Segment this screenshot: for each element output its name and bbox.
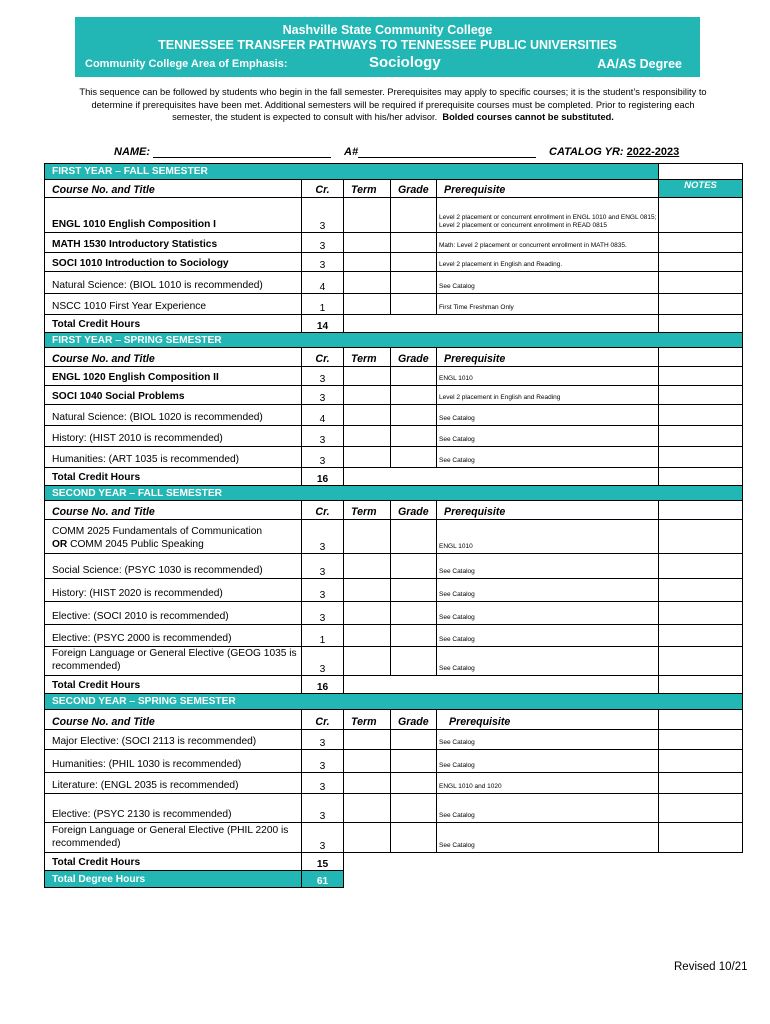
term-cell[interactable] — [344, 625, 391, 647]
grade-cell[interactable] — [391, 520, 437, 554]
grade-cell[interactable] — [391, 198, 437, 233]
notes-header: NOTES — [659, 180, 743, 198]
term-cell[interactable] — [344, 367, 391, 386]
notes-cell[interactable] — [659, 647, 743, 676]
table-row: Foreign Language or General Elective (PHIL 2200 is recommended) 3 See Catalog — [45, 823, 743, 853]
table-row: SOCI 1040 Social Problems 3 Level 2 placement in English and Reading — [45, 386, 743, 405]
notes-cell[interactable] — [659, 520, 743, 554]
column-header-row: Course No. and Title Cr. Term Grade Prerequisite — [45, 710, 743, 730]
total-degree-row: Total Degree Hours 61 — [45, 871, 743, 888]
notes-cell[interactable] — [659, 386, 743, 405]
grade-cell[interactable] — [391, 750, 437, 773]
notes-cell[interactable] — [659, 233, 743, 253]
grade-cell[interactable] — [391, 447, 437, 468]
table-row: History: (HIST 2010 is recommended) 3 See Catalog — [45, 426, 743, 447]
grade-cell[interactable] — [391, 405, 437, 426]
table-row: Elective: (SOCI 2010 is recommended) 3 See Catalog — [45, 602, 743, 625]
notes-cell[interactable] — [659, 367, 743, 386]
notes-cell[interactable] — [659, 625, 743, 647]
catalog-year: CATALOG YR: 2022-2023 — [549, 146, 680, 158]
table-row: NSCC 1010 First Year Experience 1 First Time Freshman Only — [45, 294, 743, 315]
grade-cell[interactable] — [391, 730, 437, 750]
term-cell[interactable] — [344, 386, 391, 405]
grade-cell[interactable] — [391, 625, 437, 647]
notes-cell[interactable] — [659, 426, 743, 447]
name-field[interactable]: NAME: — [114, 146, 331, 158]
column-header-row: Course No. and Title Cr. Term Grade Prerequisite — [45, 348, 743, 367]
grade-cell[interactable] — [391, 794, 437, 823]
term-cell[interactable] — [344, 823, 391, 853]
table-row: Literature: (ENGL 2035 is recommended) 3 ENGL 1010 and 1020 — [45, 773, 743, 794]
intro-bold-note: Bolded courses cannot be substituted. — [442, 112, 614, 122]
intro-text: This sequence can be followed by students who begin in the fall semester. Prerequisites may apply to specific courses; it is the student’s responsibility to determine if prerequisites have been met. Additional semesters will be required if prerequisite courses must be completed. Prior to registering each semester, the student is expected to consult with his/her advisor. Bolded courses cannot be substituted. — [79, 87, 707, 122]
notes-cell[interactable] — [659, 750, 743, 773]
grade-cell[interactable] — [391, 386, 437, 405]
section-header: SECOND YEAR – SPRING SEMESTER — [45, 694, 743, 710]
course-sequence-table — [44, 163, 743, 888]
grade-cell[interactable] — [391, 294, 437, 315]
term-cell[interactable] — [344, 447, 391, 468]
revised-date: Revised 10/21 — [674, 961, 748, 973]
column-header-row: Course No. and Title Cr. Term Grade Prerequisite NOTES — [45, 180, 743, 198]
notes-cell[interactable] — [659, 794, 743, 823]
program-name: Sociology — [369, 54, 441, 71]
college-name: Nashville State Community College — [282, 23, 493, 37]
total-credit-row: Total Credit Hours 16 — [45, 468, 743, 486]
grade-cell[interactable] — [391, 602, 437, 625]
term-cell[interactable] — [344, 198, 391, 233]
term-cell[interactable] — [344, 647, 391, 676]
notes-cell[interactable] — [659, 405, 743, 426]
notes-cell[interactable] — [659, 602, 743, 625]
notes-cell[interactable] — [659, 579, 743, 602]
grade-cell[interactable] — [391, 773, 437, 794]
term-cell[interactable] — [344, 272, 391, 294]
table-row: Elective: (PSYC 2000 is recommended) 1 See Catalog — [45, 625, 743, 647]
term-cell[interactable] — [344, 253, 391, 272]
area-label: Community College Area of Emphasis: — [85, 58, 288, 70]
grade-cell[interactable] — [391, 367, 437, 386]
term-cell[interactable] — [344, 233, 391, 253]
term-cell[interactable] — [344, 554, 391, 579]
section-header: FIRST YEAR – SPRING SEMESTER — [45, 333, 743, 348]
table-row: Major Elective: (SOCI 2113 is recommended) 3 See Catalog — [45, 730, 743, 750]
a-number-field[interactable]: A# — [344, 146, 536, 158]
table-row: Social Science: (PSYC 1030 is recommended) 3 See Catalog — [45, 554, 743, 579]
notes-cell[interactable] — [659, 730, 743, 750]
table-row: Natural Science: (BIOL 1020 is recommended) 4 See Catalog — [45, 405, 743, 426]
term-cell[interactable] — [344, 579, 391, 602]
total-credit-row: Total Credit Hours 14 — [45, 315, 743, 333]
header-banner — [75, 17, 700, 77]
grade-cell[interactable] — [391, 579, 437, 602]
notes-cell[interactable] — [659, 447, 743, 468]
grade-cell[interactable] — [391, 272, 437, 294]
notes-cell[interactable] — [659, 294, 743, 315]
notes-cell[interactable] — [659, 253, 743, 272]
term-cell[interactable] — [344, 294, 391, 315]
section-header: FIRST YEAR – FALL SEMESTER — [45, 164, 743, 180]
term-cell[interactable] — [344, 730, 391, 750]
total-credit-row: Total Credit Hours 16 — [45, 676, 743, 694]
table-row: ENGL 1010 English Composition I 3 Level 2 placement or concurrent enrollment in ENGL 1010 and ENGL 0815; Level 2 placement or concurrent enrollment in READ 0815 — [45, 198, 743, 233]
grade-cell[interactable] — [391, 554, 437, 579]
table-row: Natural Science: (BIOL 1010 is recommended) 4 See Catalog — [45, 272, 743, 294]
term-cell[interactable] — [344, 794, 391, 823]
term-cell[interactable] — [344, 426, 391, 447]
pathway-title: TENNESSEE TRANSFER PATHWAYS TO TENNESSEE PUBLIC UNIVERSITIES — [158, 38, 617, 52]
notes-cell[interactable] — [659, 773, 743, 794]
notes-cell[interactable] — [659, 554, 743, 579]
table-row: ENGL 1020 English Composition II 3 ENGL 1010 — [45, 367, 743, 386]
term-cell[interactable] — [344, 602, 391, 625]
notes-cell[interactable] — [659, 272, 743, 294]
grade-cell[interactable] — [391, 253, 437, 272]
section-header: SECOND YEAR – FALL SEMESTER — [45, 486, 743, 501]
table-row: Foreign Language or General Elective (GEOG 1035 is recommended) 3 See Catalog — [45, 647, 743, 676]
column-header-row: Course No. and Title Cr. Term Grade Prerequisite — [45, 501, 743, 520]
notes-cell[interactable] — [659, 823, 743, 853]
term-cell[interactable] — [344, 773, 391, 794]
table-row: MATH 1530 Introductory Statistics 3 Math: Level 2 placement or concurrent enrollment in MATH 0835. — [45, 233, 743, 253]
table-row: Humanities: (PHIL 1030 is recommended) 3 See Catalog — [45, 750, 743, 773]
notes-cell[interactable] — [659, 198, 743, 233]
grade-cell[interactable] — [391, 647, 437, 676]
table-row: History: (HIST 2020 is recommended) 3 See Catalog — [45, 579, 743, 602]
term-cell[interactable] — [344, 520, 391, 554]
table-row: Humanities: (ART 1035 is recommended) 3 See Catalog — [45, 447, 743, 468]
grade-cell[interactable] — [391, 233, 437, 253]
table-row: COMM 2025 Fundamentals of Communication OR COMM 2045 Public Speaking 3 ENGL 1010 — [45, 520, 743, 554]
grade-cell[interactable] — [391, 426, 437, 447]
table-row: SOCI 1010 Introduction to Sociology 3 Level 2 placement in English and Reading. — [45, 253, 743, 272]
table-row: Elective: (PSYC 2130 is recommended) 3 See Catalog — [45, 794, 743, 823]
term-cell[interactable] — [344, 750, 391, 773]
total-credit-row: Total Credit Hours 15 — [45, 853, 743, 871]
grade-cell[interactable] — [391, 823, 437, 853]
term-cell[interactable] — [344, 405, 391, 426]
degree-type: AA/AS Degree — [597, 57, 682, 71]
